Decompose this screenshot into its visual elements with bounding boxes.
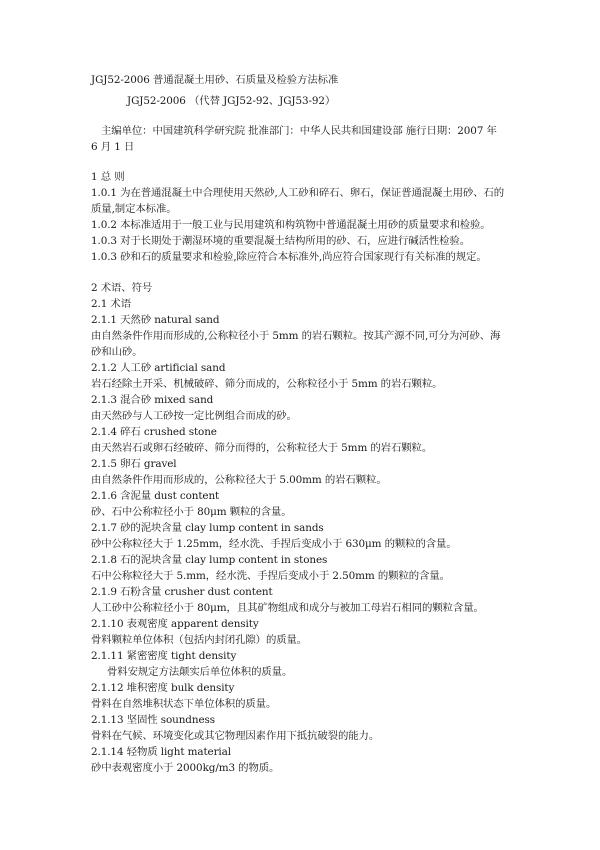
term-2-1-13: 2.1.13 坚固性 soundness xyxy=(91,714,215,726)
term-2-1-14: 2.1.14 轻物质 light material xyxy=(91,746,231,758)
clause-1-0-3b: 1.0.3 砂和石的质量要求和检验,除应符合本标准外,尚应符合国家现行有关标准的规定。 xyxy=(91,251,487,263)
term-2-1-4: 2.1.4 碎石 crushed stone xyxy=(91,426,217,438)
definition-line: 由自然条件作用而形成的，公称粒径大于 5.00mm 的岩石颗粒。 xyxy=(91,474,387,486)
standard-code: JGJ52-2006 （代替 JGJ52-92、JGJ53-92） xyxy=(127,95,336,107)
term-2-1-1: 2.1.1 天然砂 natural sand xyxy=(91,314,220,326)
term-2-1-11: 2.1.11 紧密密度 tight density xyxy=(91,650,237,662)
clause-1-0-1: 1.0.1 为在普通混凝土中合理使用天然砂,人工砂和碎石、卵石，保证普通混凝土用砂、石的 xyxy=(91,187,505,199)
clause-1-0-3a: 1.0.3 对于长期处于潮湿环境的重要混凝土结构所用的砂、石，应进行碱活性检验。 xyxy=(91,235,471,247)
definition-line: 骨料在气候、环境变化或其它物理因素作用下抵抗破裂的能力。 xyxy=(91,730,380,742)
term-2-1-8: 2.1.8 石的泥块含量 clay lump content in stones xyxy=(91,554,328,566)
term-2-1-9: 2.1.9 石粉含量 crusher dust content xyxy=(91,586,273,598)
term-2-1-10: 2.1.10 表观密度 apparent density xyxy=(91,618,259,630)
definition-line: 岩石经除土开采、机械破碎、筛分而成的，公称粒径小于 5mm 的岩石颗粒。 xyxy=(91,378,443,390)
definition-line: 由自然条件作用而形成的,公称粒径小于 5mm 的岩石颗粒。按其产源不同,可分为河砂、海 xyxy=(91,330,501,342)
editor-info: 主编单位：中国建筑科学研究院 批准部门：中华人民共和国建设部 施行日期：2007 年 xyxy=(101,125,497,137)
term-2-1-3: 2.1.3 混合砂 mixed sand xyxy=(91,394,214,406)
definition-line: 砂和山砂。 xyxy=(91,346,143,358)
definition-line: 由天然砂与人工砂按一定比例组合而成的砂。 xyxy=(91,410,297,422)
definition-line: 砂中表观密度小于 2000kg/m3 的物质。 xyxy=(91,762,280,774)
section-1-heading: 1 总 则 xyxy=(91,171,125,183)
definition-line: 人工砂中公称粒径小于 80μm，且其矿物组成和成分与被加工母岩石相同的颗粒含量。 xyxy=(91,602,484,614)
definition-line: 骨料颗粒单位体积（包括内封闭孔隙）的质量。 xyxy=(91,634,308,646)
definition-line: 骨料安规定方法颠实后单位体积的质量。 xyxy=(107,666,293,678)
term-2-1-6: 2.1.6 含泥量 dust content xyxy=(91,490,220,502)
section-2-1-heading: 2.1 术语 xyxy=(91,298,132,310)
term-2-1-5: 2.1.5 卵石 gravel xyxy=(91,458,177,470)
clause-1-0-1-cont: 质量,制定本标准。 xyxy=(91,203,177,215)
term-2-1-2: 2.1.2 人工砂 artificial sand xyxy=(91,362,226,374)
effective-date: 6 月 1 日 xyxy=(91,141,135,153)
definition-line: 骨料在自然堆积状态下单位体积的质量。 xyxy=(91,698,277,710)
term-2-1-7: 2.1.7 砂的泥块含量 clay lump content in sands xyxy=(91,522,324,534)
clause-1-0-2: 1.0.2 本标准适用于一般工业与民用建筑和构筑物中普通混凝土用砂的质量要求和检验。 xyxy=(91,219,491,231)
definition-line: 砂中公称粒径大于 1.25mm，经水洗、手捏后变成小于 630μm 的颗粒的含量。 xyxy=(91,538,457,550)
definition-line: 砂、石中公称粒径小于 80μm 颗粒的含量。 xyxy=(91,506,292,518)
definition-line: 由天然岩石或卵石经破碎、筛分而得的，公称粒径大于 5mm 的岩石颗粒。 xyxy=(91,442,433,454)
definition-line: 石中公称粒径大于 5.mm，经水洗、手捏后变成小于 2.50mm 的颗粒的含量。 xyxy=(91,570,450,582)
standard-title: JGJ52-2006 普通混凝土用砂、石质量及检验方法标准 xyxy=(91,74,339,86)
term-2-1-12: 2.1.12 堆积密度 bulk density xyxy=(91,682,235,694)
section-2-heading: 2 术语、符号 xyxy=(91,282,153,294)
